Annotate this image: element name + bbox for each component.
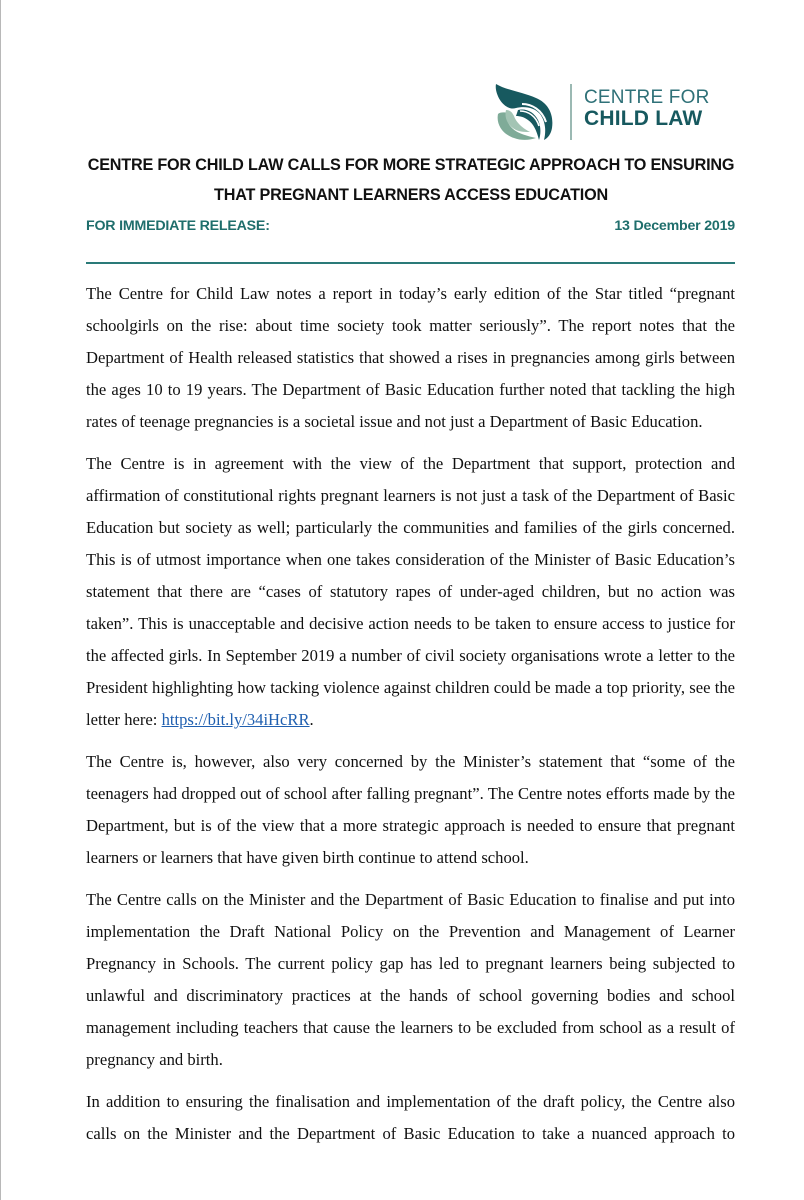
- paragraph-2: [86, 448, 735, 736]
- hands-logo-icon: [492, 80, 558, 144]
- release-date: 13 December 2019: [614, 218, 735, 234]
- paragraph-4: The Centre calls on the Minister and the Department of Basic Education to finalise and put into implementation the Draft National Policy on the Prevention and Management of Learner Pregnancy in Schools. The current policy gap has led to pregnant learners being subjected to unlawful and discriminatory practices at the hands of school governing bodies and school management including teachers that cause the learners to be excluded from school as a result of pregnancy and birth.: [86, 890, 735, 1069]
- paragraph-5: In addition to ensuring the finalisation and implementation of the draft policy, the Centre also calls on the Minister and the Department of Basic Education to take a nuanced approach to: [86, 1092, 735, 1143]
- release-label: FOR IMMEDIATE RELEASE:: [86, 218, 270, 234]
- paragraph-1: The Centre for Child Law notes a report in today’s early edition of the Star titled “pregnant schoolgirls on the rise: about time society took matter seriously”. The report notes that the Department of Health released statistics that showed a rises in pregnancies among girls between the ages 10 to 19 years. The Department of Basic Education further noted that tackling the high rates of teenage pregnancies is a societal issue and not just a Department of Basic Education.: [86, 284, 735, 431]
- paragraph-2-text: The Centre is in agreement with the view of the Department that support, protection and affirmation of constitutional rights pregnant learners is not just a task of the Department of Basic Education but society as well; particularly the communities and families of the girls concerned. This is of utmost importance when one takes consideration of the Minister of Basic Education’s statement that there are “cases of statutory rapes of under-aged children, but no action was taken”. This is unacceptable and decisive action needs to be taken to ensure access to justice for the affected girls. In September 2019 a number of civil society organisations wrote a letter to the President highlighting how tacking violence against children could be made a top priority, see the letter here:: [86, 454, 735, 729]
- letter-link[interactable]: https://bit.ly/34iHcRR: [161, 710, 310, 729]
- paragraph-2-end: .: [309, 710, 314, 729]
- header-divider: [86, 262, 735, 264]
- paragraph-3: The Centre is, however, also very concerned by the Minister’s statement that “some of the teenagers had dropped out of school after falling pregnant”. The Centre notes efforts made by the Department, but is of the view that a more strategic approach is needed to ensure that pregnant learners or learners that have given birth continue to attend school.: [86, 752, 735, 867]
- press-release-title: CENTRE FOR CHILD LAW CALLS FOR MORE STRATEGIC APPROACH TO ENSURING THAT PREGNANT LEARNERS ACCESS EDUCATION: [87, 156, 735, 204]
- logo-line-2: CHILD LAW: [584, 107, 703, 130]
- page-edge: [0, 0, 1, 1200]
- logo-wordmark: [584, 88, 710, 129]
- logo-separator: [570, 84, 572, 140]
- logo-line-1: CENTRE FOR: [584, 87, 710, 108]
- press-release-body: [86, 278, 735, 1160]
- centre-for-child-law-logo: [492, 76, 732, 146]
